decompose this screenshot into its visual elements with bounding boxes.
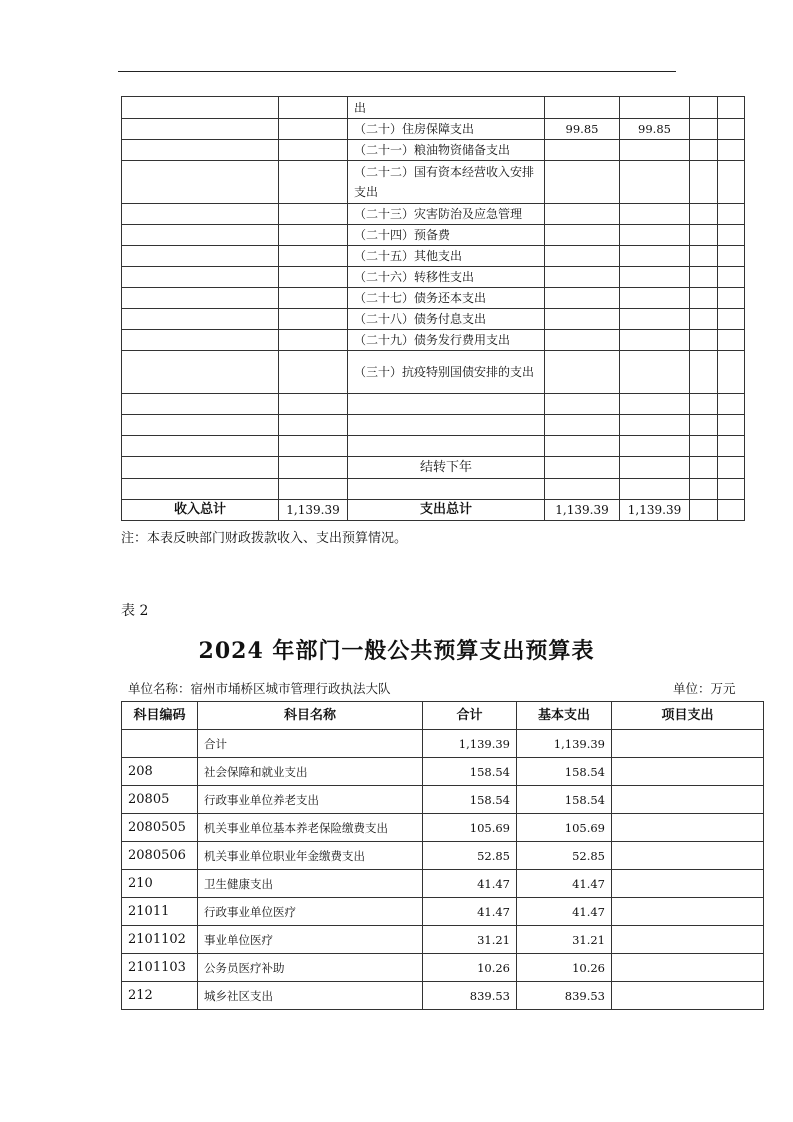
column-header: 科目编码 xyxy=(122,702,198,730)
expense-item-name: （二十一）粮油物资储备支出 xyxy=(348,140,545,161)
total-value: 105.69 xyxy=(423,814,517,842)
basic-expense-value: 41.47 xyxy=(517,898,612,926)
budget-table-continued xyxy=(121,96,745,521)
general-budget-expense-table xyxy=(121,701,764,1010)
table-row-empty xyxy=(122,479,745,500)
expense-value xyxy=(620,225,690,246)
column-header: 科目名称 xyxy=(198,702,423,730)
income-total-label: 收入总计 xyxy=(122,500,279,521)
basic-expense-value: 158.54 xyxy=(517,786,612,814)
expense-value xyxy=(545,204,620,225)
table-number: 表 2 xyxy=(121,603,149,619)
totals-row xyxy=(122,500,745,521)
total-value: 158.54 xyxy=(423,786,517,814)
subject-name: 卫生健康支出 xyxy=(198,870,423,898)
expense-value xyxy=(620,330,690,351)
basic-expense-value: 31.21 xyxy=(517,926,612,954)
expense-value xyxy=(620,309,690,330)
expense-item-name: （二十七）债务还本支出 xyxy=(348,288,545,309)
project-expense-value xyxy=(612,758,764,786)
table-row xyxy=(122,457,745,479)
table-row xyxy=(122,161,745,204)
total-value: 839.53 xyxy=(423,982,517,1010)
expense-value xyxy=(545,161,620,204)
total-value: 41.47 xyxy=(423,870,517,898)
table-row xyxy=(122,786,764,814)
header-rule xyxy=(118,71,676,72)
project-expense-value xyxy=(612,898,764,926)
project-expense-value xyxy=(612,842,764,870)
table-row xyxy=(122,204,745,225)
table-note: 注：本表反映部门财政拨款收入、支出预算情况。 xyxy=(121,531,408,546)
expense-value xyxy=(620,288,690,309)
table-row-empty xyxy=(122,436,745,457)
project-expense-value xyxy=(612,730,764,758)
table-row xyxy=(122,954,764,982)
expense-item-name: 出 xyxy=(348,97,545,119)
subject-name: 社会保障和就业支出 xyxy=(198,758,423,786)
basic-expense-value: 41.47 xyxy=(517,870,612,898)
table-row xyxy=(122,730,764,758)
table-row xyxy=(122,758,764,786)
table-row xyxy=(122,842,764,870)
table-row xyxy=(122,225,745,246)
page-title: 2024 年部门一般公共预算支出预算表 xyxy=(198,638,595,664)
subject-code: 212 xyxy=(122,982,198,1010)
table-row xyxy=(122,982,764,1010)
total-value: 158.54 xyxy=(423,758,517,786)
column-header: 合计 xyxy=(423,702,517,730)
expense-total-label: 支出总计 xyxy=(348,500,545,521)
total-value: 10.26 xyxy=(423,954,517,982)
expense-value xyxy=(620,267,690,288)
project-expense-value xyxy=(612,926,764,954)
expense-value xyxy=(545,288,620,309)
subject-code: 210 xyxy=(122,870,198,898)
subject-name: 机关事业单位基本养老保险缴费支出 xyxy=(198,814,423,842)
header-row xyxy=(122,702,764,730)
expense-value xyxy=(545,140,620,161)
expense-value xyxy=(545,351,620,394)
expense-value xyxy=(620,204,690,225)
basic-expense-value: 1,139.39 xyxy=(517,730,612,758)
expense-value xyxy=(620,351,690,394)
table-row xyxy=(122,309,745,330)
expense-value: 99.85 xyxy=(620,119,690,140)
basic-expense-value: 10.26 xyxy=(517,954,612,982)
total-value: 52.85 xyxy=(423,842,517,870)
expense-value xyxy=(545,309,620,330)
project-expense-value xyxy=(612,982,764,1010)
unit-label: 单位：万元 xyxy=(673,681,736,696)
subject-code: 2080506 xyxy=(122,842,198,870)
table-row xyxy=(122,926,764,954)
total-value: 41.47 xyxy=(423,898,517,926)
table-row xyxy=(122,246,745,267)
expense-value xyxy=(545,267,620,288)
expense-value xyxy=(620,161,690,204)
table-row-empty xyxy=(122,415,745,436)
project-expense-value xyxy=(612,870,764,898)
project-expense-value xyxy=(612,814,764,842)
expense-item-name: （二十二）国有资本经营收入安排支出 xyxy=(348,161,545,204)
expense-table-body xyxy=(122,702,764,1010)
expense-value xyxy=(620,140,690,161)
subject-code: 2080505 xyxy=(122,814,198,842)
expense-item-name: （二十）住房保障支出 xyxy=(348,119,545,140)
budget-table-body xyxy=(122,97,745,521)
subject-code xyxy=(122,730,198,758)
expense-value xyxy=(545,246,620,267)
total-value: 31.21 xyxy=(423,926,517,954)
subject-name: 行政事业单位养老支出 xyxy=(198,786,423,814)
table-row xyxy=(122,140,745,161)
subject-code: 2101103 xyxy=(122,954,198,982)
table-row xyxy=(122,119,745,140)
subject-name: 公务员医疗补助 xyxy=(198,954,423,982)
basic-expense-value: 52.85 xyxy=(517,842,612,870)
basic-expense-value: 158.54 xyxy=(517,758,612,786)
expense-item-name: （二十四）预备费 xyxy=(348,225,545,246)
expense-value xyxy=(545,330,620,351)
subject-name: 行政事业单位医疗 xyxy=(198,898,423,926)
expense-value xyxy=(545,97,620,119)
column-header: 基本支出 xyxy=(517,702,612,730)
table-row-empty xyxy=(122,394,745,415)
expense-value: 99.85 xyxy=(545,119,620,140)
expense-item-name: （二十九）债务发行费用支出 xyxy=(348,330,545,351)
expense-total-value-2: 1,139.39 xyxy=(620,500,690,521)
table-row xyxy=(122,870,764,898)
subject-code: 208 xyxy=(122,758,198,786)
subject-name: 机关事业单位职业年金缴费支出 xyxy=(198,842,423,870)
expense-item-name: （三十）抗疫特别国债安排的支出 xyxy=(348,351,545,394)
subject-code: 2101102 xyxy=(122,926,198,954)
total-value: 1,139.39 xyxy=(423,730,517,758)
expense-item-name: （二十六）转移性支出 xyxy=(348,267,545,288)
expense-value xyxy=(620,97,690,119)
unit-name: 单位名称：宿州市埇桥区城市管理行政执法大队 xyxy=(128,681,391,696)
project-expense-value xyxy=(612,786,764,814)
column-header: 项目支出 xyxy=(612,702,764,730)
carry-forward-label: 结转下年 xyxy=(348,457,545,479)
table-row xyxy=(122,330,745,351)
subject-name: 合计 xyxy=(198,730,423,758)
income-total-value: 1,139.39 xyxy=(279,500,348,521)
expense-item-name: （二十八）债务付息支出 xyxy=(348,309,545,330)
expense-item-name: （二十三）灾害防治及应急管理 xyxy=(348,204,545,225)
expense-item-name: （二十五）其他支出 xyxy=(348,246,545,267)
table-row xyxy=(122,898,764,926)
basic-expense-value: 105.69 xyxy=(517,814,612,842)
table-row xyxy=(122,97,745,119)
table-row xyxy=(122,288,745,309)
subject-name: 城乡社区支出 xyxy=(198,982,423,1010)
subject-code: 20805 xyxy=(122,786,198,814)
subject-name: 事业单位医疗 xyxy=(198,926,423,954)
expense-total-value: 1,139.39 xyxy=(545,500,620,521)
subject-code: 21011 xyxy=(122,898,198,926)
table-row xyxy=(122,814,764,842)
table-row xyxy=(122,351,745,394)
table-row xyxy=(122,267,745,288)
basic-expense-value: 839.53 xyxy=(517,982,612,1010)
expense-value xyxy=(545,225,620,246)
expense-value xyxy=(620,246,690,267)
project-expense-value xyxy=(612,954,764,982)
